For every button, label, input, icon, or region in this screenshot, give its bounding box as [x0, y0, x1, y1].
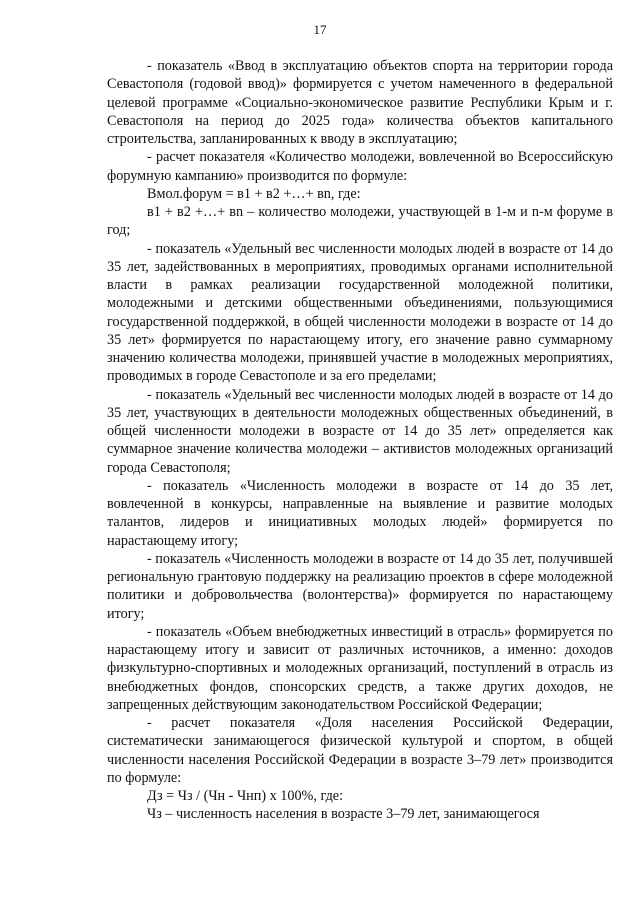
paragraph-youth-contests: - показатель «Численность молодежи в возрасте от 14 до 35 лет, вовлеченной в конкурсы, направленные на выявление и развитие молодых талантов, лидеров и инициативных молодых людей» формируется по нарастающему итогу; [107, 477, 613, 549]
paragraph-forum-youth-calculation: - расчет показателя «Количество молодежи, вовлеченной во Всероссийскую форумную кампанию» производится по формуле: [107, 149, 613, 184]
paragraph-formula-definition: в1 + в2 +…+ вn – количество молодежи, участвующей в 1-м и n-м форуме в год; [107, 204, 613, 239]
paragraph-youth-events-share: - показатель «Удельный вес численности молодых людей в возрасте от 14 до 35 лет, задействованных в мероприятиях, проводимых органами исполнительной власти в рамках реализации государственной молодежной политики, молодежными и детскими общественными объединениями, пользующимися государственной поддержкой, в общей численности молодежи в возрасте от 14 до 35 лет» формируется по нарастающему итогу, его значение равно суммарному значению количества молодежи, принявшей участие в молодежных мероприятиях, проводимых в городе Севастополе и за его пределами; [107, 240, 613, 385]
paragraph-youth-associations-share: - показатель «Удельный вес численности молодых людей в возрасте от 14 до 35 лет, участвующих в деятельности молодежных общественных объединений, в общей численности молодежи в возрасте от 14 до 35 лет» определяется как суммарное значение количества молодежи – активистов молодежных организаций города Севастополя; [107, 386, 613, 476]
document-body [107, 57, 613, 824]
formula-population-sport-share: Дз = Чз / (Чн - Чнп) х 100%, где: [147, 788, 344, 804]
paragraph-extrabudgetary-investments: - показатель «Объем внебюджетных инвестиций в отрасль» формируется по нарастающему итогу и зависит от различных источников, а именно: доходов физкультурно-спортивных и молодежных организаций, поступлений в отрасль из внебюджетных фондов, спонсорских средств, а также других доходов, не запрещенных действующим законодательством Российской Федерации; [107, 623, 613, 713]
paragraph-population-sport-share: - расчет показателя «Доля населения Российской Федерации, систематически занимающегося физической культурой и спортом, в общей численности населения Российской Федерации в возрасте 3–79 лет» производится по формуле: [107, 715, 613, 786]
page-number: 17 [313, 22, 327, 37]
paragraph-sport-objects-indicator: - показатель «Ввод в эксплуатацию объектов спорта на территории города Севастополя (годовой ввод)» формируется с учетом намеченного в федеральной целевой программе «Социально-экономическое развитие Республики Крым и г. Севастополя на период до 2025 года» количества объектов капитального строительства, запланированных к вводу в эксплуатацию; [107, 58, 613, 147]
paragraph-formula-term-chz: Чз – численность населения в возрасте 3–79 лет, занимающегося [147, 806, 540, 823]
paragraph-youth-grants: - показатель «Численность молодежи в возрасте от 14 до 35 лет, получившей региональную грантовую поддержку на реализацию проектов в сфере молодежной политики и добровольчества (волонтерства)» формируется по нарастающему итогу; [107, 550, 613, 622]
formula-forum-youth: Вмол.форум = в1 + в2 +…+ вn, где: [147, 185, 361, 202]
